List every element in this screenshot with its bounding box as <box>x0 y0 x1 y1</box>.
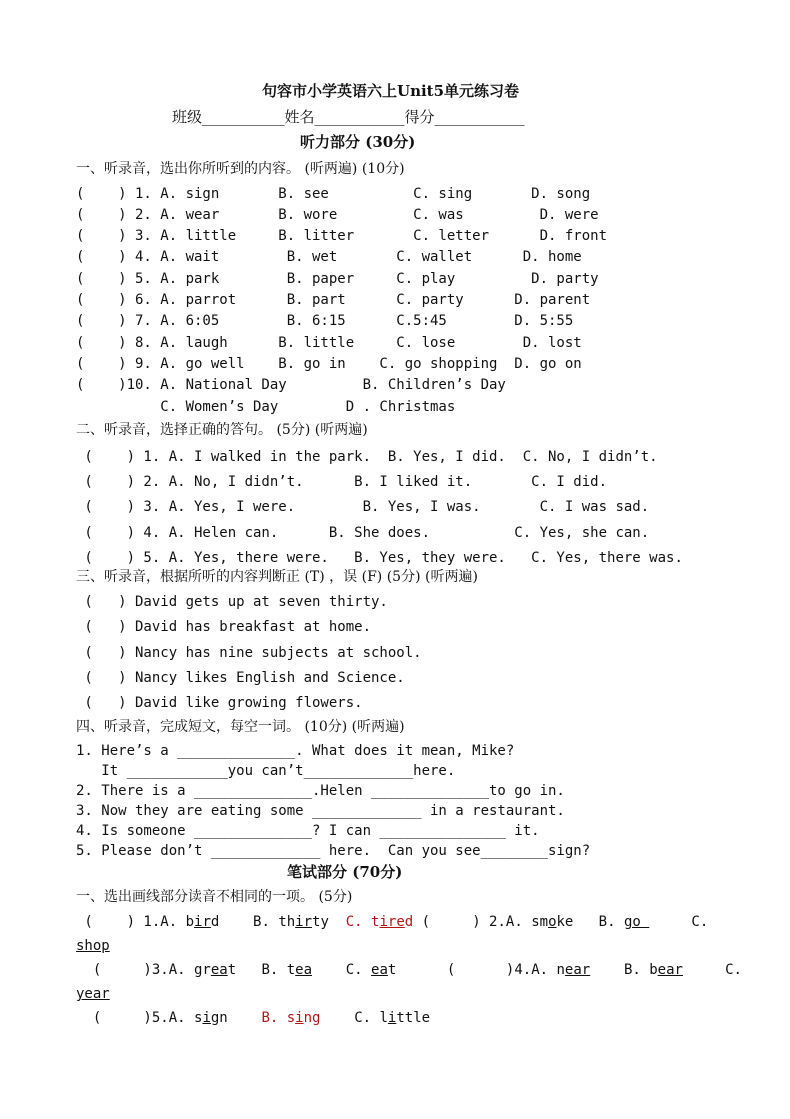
l-s2-line: ( ) 1. A. I walked in the park. B. Yes, I did. C. No, I didn’t. <box>76 449 658 465</box>
l-s1-line: ( ) 6. A. parrot B. part C. party D. parent <box>76 292 591 308</box>
l-s2-line: ( ) 5. A. Yes, there were. B. Yes, they were. C. Yes, there was. <box>76 550 683 566</box>
l-s3-line: ( ) Nancy likes English and Science. <box>76 670 405 686</box>
l-s1-line: ( ) 2. A. wear B. wore C. was D. were <box>76 207 599 223</box>
listening-heading: 听力部分 (30分) <box>300 133 416 151</box>
w-s1-row1-cont: shop <box>76 938 110 954</box>
l-s1-line: ( )10. A. National Day B. Children’s Day <box>76 377 506 393</box>
l-s4-line: It ____________you can’t_____________here. <box>76 763 456 779</box>
l-s3-line: ( ) Nancy has nine subjects at school. <box>76 645 422 661</box>
l-s2-line: ( ) 2. A. No, I didn’t. B. I liked it. C. I did. <box>76 474 608 490</box>
student-info-line: 班级___________姓名____________得分____________ <box>172 108 525 126</box>
l-s4-line: 2. There is a ______________.Helen ______________to go in. <box>76 783 565 799</box>
l-s1-line: ( ) 5. A. park B. paper C. play D. party <box>76 271 599 287</box>
l-s3-heading: 三、听录音，根据所听的内容判断正 (T) ，误 (F) (5分) (听两遍) <box>76 569 478 585</box>
l-s3-line: ( ) David has breakfast at home. <box>76 619 372 635</box>
l-s4-line: 3. Now they are eating some _____________ in a restaurant. <box>76 803 565 819</box>
l-s1-line: ( ) 7. A. 6:05 B. 6:15 C.5:45 D. 5:55 <box>76 313 574 329</box>
l-s2-heading: 二、听录音，选择正确的答句。 (5分) (听两遍) <box>76 422 368 438</box>
l-s1-line: ( ) 9. A. go well B. go in C. go shopping D. go on <box>76 356 582 372</box>
w-s1-row2: ( )3.A. great B. tea C. eat ( )4.A. near B. bear C. <box>76 962 742 978</box>
l-s2-line: ( ) 3. A. Yes, I were. B. Yes, I was. C. I was sad. <box>76 499 650 515</box>
w-s1-heading: 一、选出画线部分读音不相同的一项。 (5分) <box>76 889 353 905</box>
page-title: 句容市小学英语六上Unit5单元练习卷 <box>262 82 520 100</box>
l-s1-line: C. Women’s Day D . Christmas <box>76 399 456 415</box>
l-s4-heading: 四、听录音，完成短文，每空一词。 (10分) (听两遍) <box>76 719 405 735</box>
l-s1-line: ( ) 8. A. laugh B. little C. lose D. lost <box>76 335 582 351</box>
l-s2-line: ( ) 4. A. Helen can. B. She does. C. Yes, she can. <box>76 525 650 541</box>
w-s1-row3: ( )5.A. sign B. sing C. little <box>76 1010 431 1026</box>
l-s4-line: 1. Here’s a ______________. What does it mean, Mike? <box>76 743 515 759</box>
l-s1-line: ( ) 1. A. sign B. see C. sing D. song <box>76 186 591 202</box>
l-s3-line: ( ) David gets up at seven thirty. <box>76 594 388 610</box>
l-s4-line: 4. Is someone ______________? I can _______________ it. <box>76 823 540 839</box>
l-s4-line: 5. Please don’t _____________ here. Can you see________sign? <box>76 843 591 859</box>
w-s1-row2-cont: year <box>76 986 110 1002</box>
written-heading: 笔试部分 (70分) <box>287 863 403 881</box>
l-s1-heading: 一、听录音，选出你所听到的内容。 (听两遍) (10分) <box>76 161 405 177</box>
w-s1-row1: ( ) 1.A. bird B. thirty C. tired ( ) 2.A. smoke B. go C. <box>76 914 709 930</box>
l-s3-line: ( ) David like growing flowers. <box>76 695 363 711</box>
l-s1-line: ( ) 4. A. wait B. wet C. wallet D. home <box>76 249 582 265</box>
l-s1-line: ( ) 3. A. little B. litter C. letter D. front <box>76 228 608 244</box>
